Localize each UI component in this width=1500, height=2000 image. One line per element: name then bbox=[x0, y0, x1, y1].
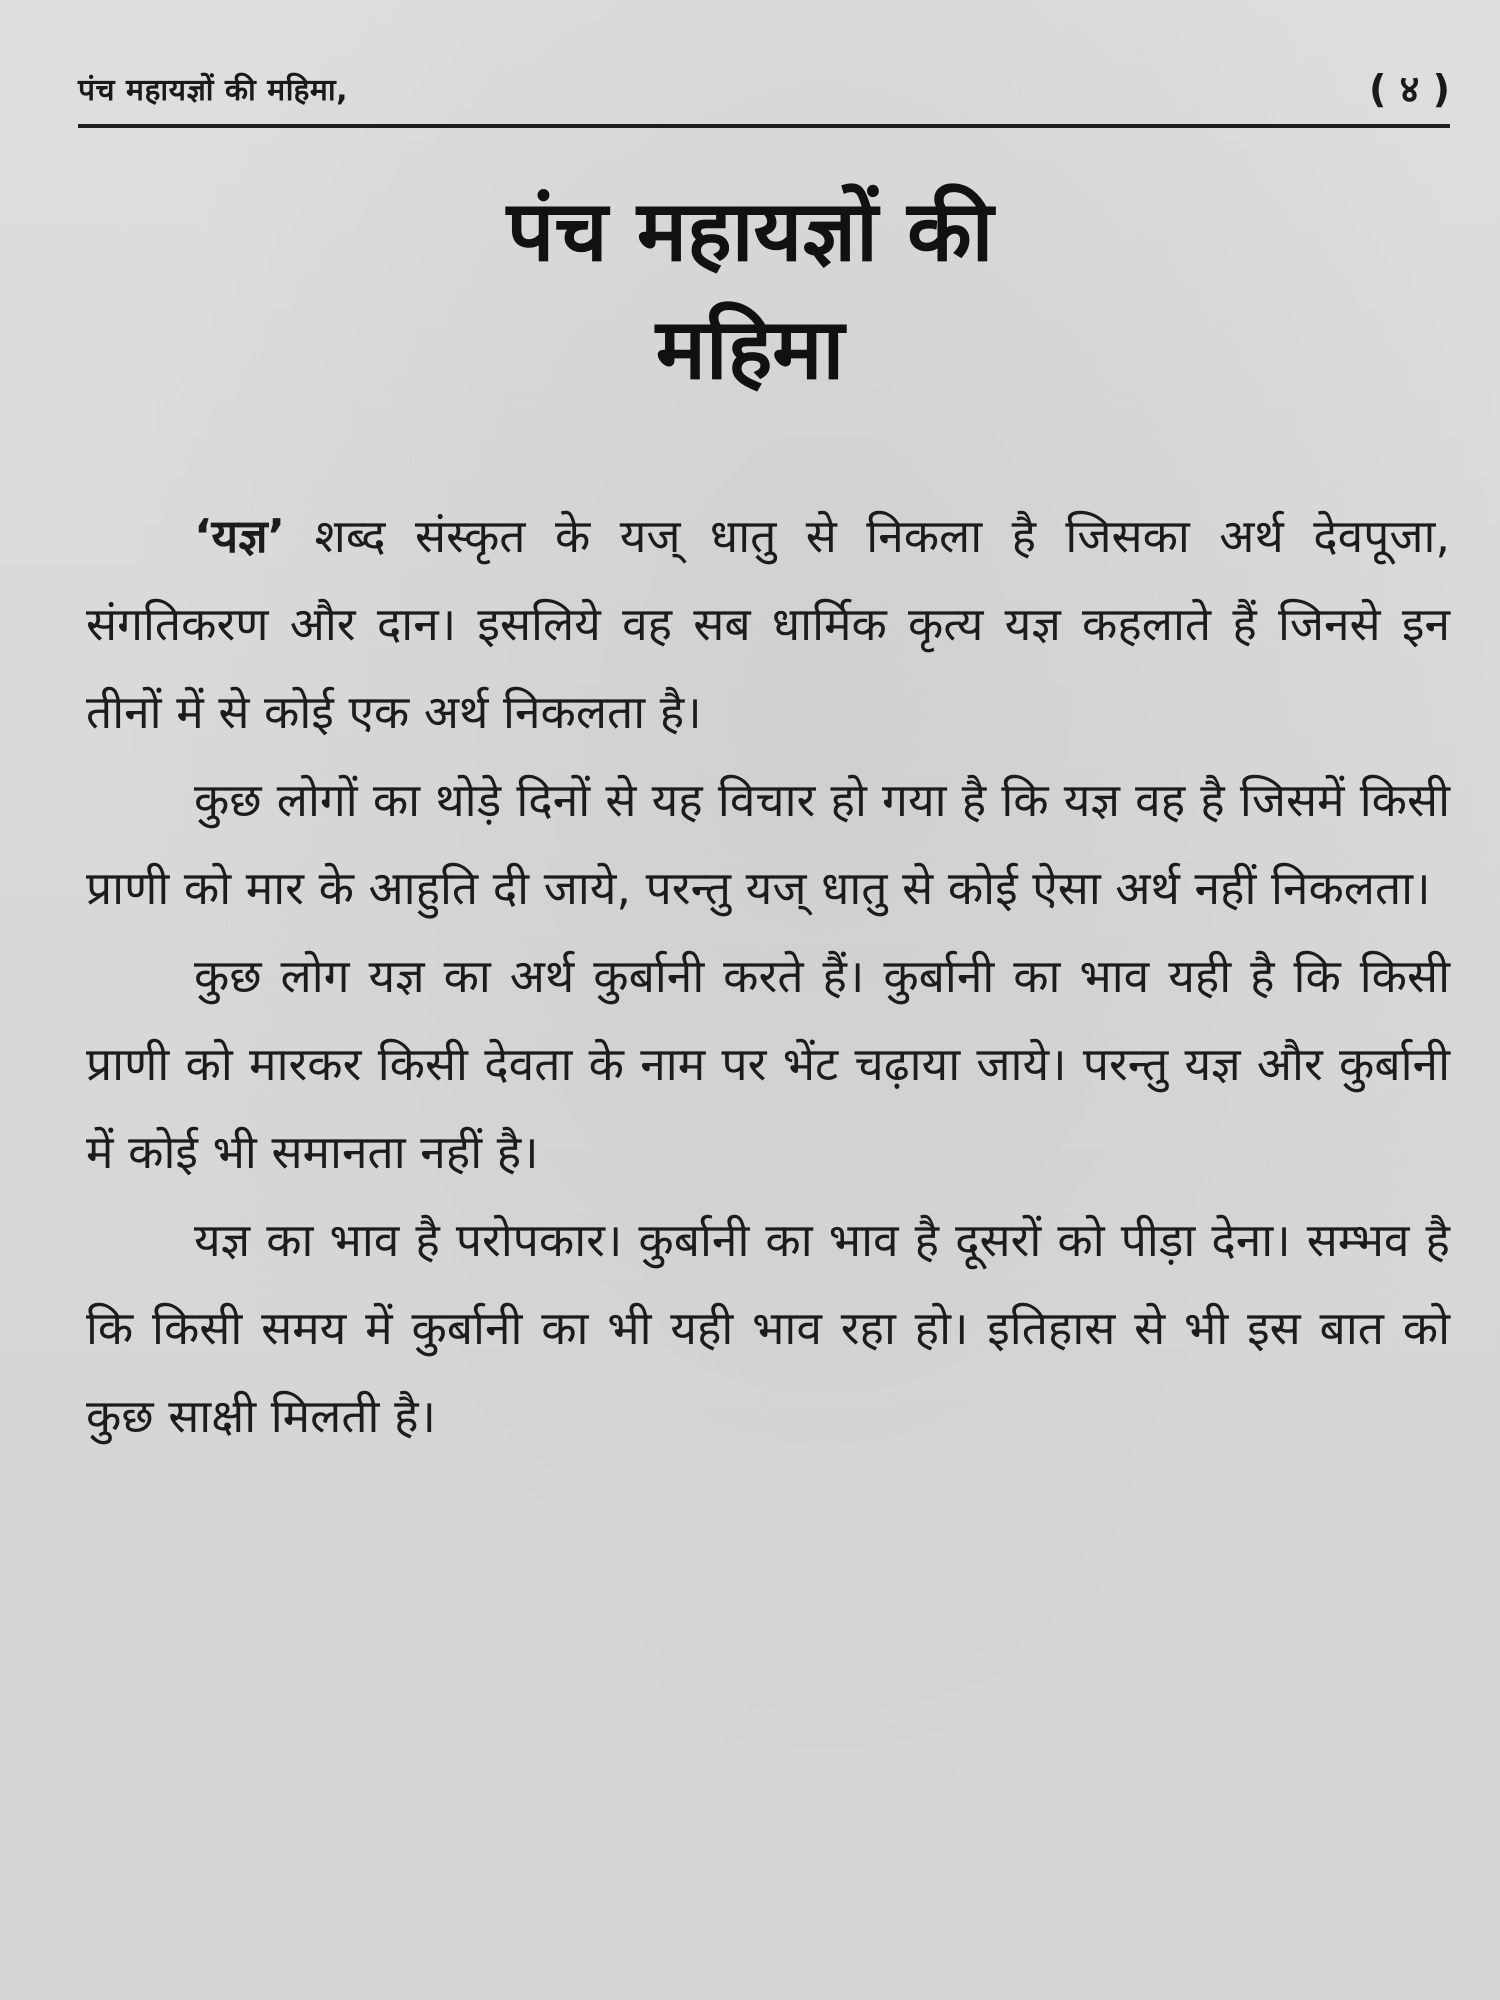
paragraph-2: कुछ लोगों का थोड़े दिनों से यह विचार हो गया है कि यज्ञ वह है जिसमें किसी प्राणी को मार के आहुति दी जाये, परन्तु यज् धातु से कोई ऐसा अर्थ नहीं निकलता। bbox=[86, 773, 1450, 915]
chapter-title bbox=[0, 172, 1500, 408]
quoted-term: ‘यज्ञ’ bbox=[194, 509, 286, 563]
running-header bbox=[78, 60, 1450, 128]
paragraph-1 bbox=[86, 492, 1450, 756]
paragraph-4: यज्ञ का भाव है परोपकार। कुर्बानी का भाव है दूसरों को पीड़ा देना। सम्भव है कि किसी समय में कुर्बानी का भी यही भाव रहा हो। इतिहास से भी इस बात को कुछ साक्षी मिलती है। bbox=[86, 1213, 1450, 1443]
chapter-title-line-1: पंच महायज्ञों की bbox=[506, 182, 994, 280]
paragraph-3: कुछ लोग यज्ञ का अर्थ कुर्बानी करते हैं। कुर्बानी का भाव यही है कि किसी प्राणी को मारकर किसी देवता के नाम पर भेंट चढ़ाया जाये। परन्तु यज्ञ और कुर्बानी में कोई भी समानता नहीं है। bbox=[86, 949, 1450, 1179]
paragraph-1-text: शब्द संस्कृत के यज् धातु से निकला है जिसका अर्थ देवपूजा, संगतिकरण और दान। इसलिये वह सब धार्मिक कृत्य यज्ञ कहलाते हैं जिनसे इन तीनों में से कोई एक अर्थ निकलता है। bbox=[86, 509, 1450, 739]
body-text bbox=[86, 492, 1450, 1460]
chapter-title-line-2: महिमा bbox=[655, 300, 845, 398]
running-header-title: पंच महायज्ञों की महिमा, bbox=[78, 73, 349, 108]
page-number: ( ४ ) bbox=[1369, 67, 1450, 111]
header-divider bbox=[78, 124, 1450, 128]
